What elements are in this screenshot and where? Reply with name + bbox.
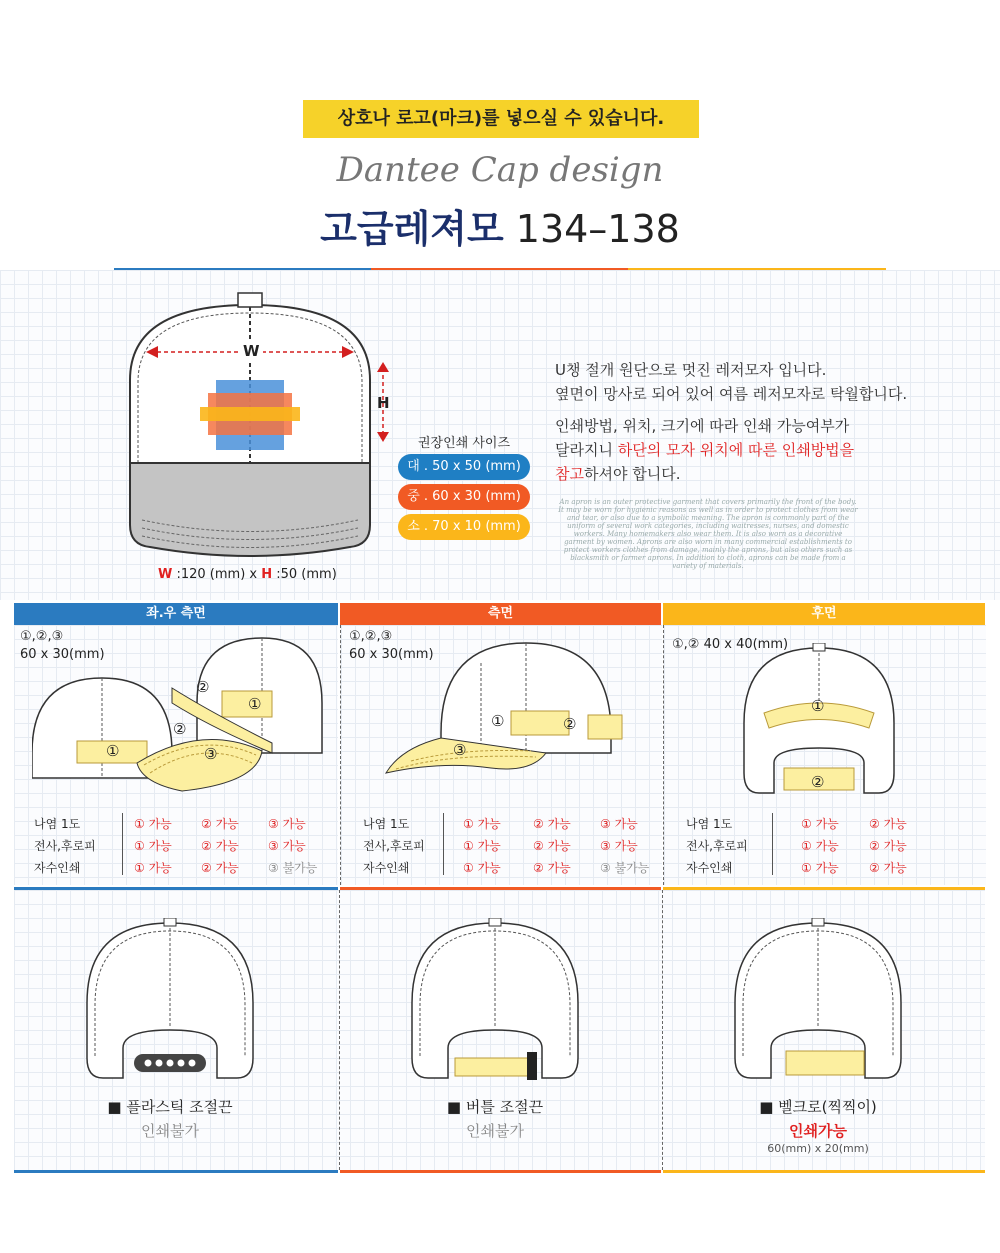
description-line: 인쇄방법, 위치, 크기에 따라 인쇄 가능여부가 — [555, 417, 850, 435]
cell: ① 가능 — [463, 817, 501, 831]
strap-note-plastic: 인쇄불가 — [141, 1122, 199, 1140]
mark-3: ③ — [204, 745, 218, 763]
cell: ③ 가능 — [600, 817, 638, 831]
strap-size-velcro: 60(mm) x 20(mm) — [767, 1142, 869, 1155]
mark-1: ① — [248, 695, 262, 713]
print-table — [34, 815, 334, 885]
panel-header-side: 측면 — [340, 603, 661, 625]
row-label: 나염 1도 — [363, 817, 410, 831]
cell: ① 가능 — [134, 861, 172, 875]
height-label: H — [377, 394, 390, 412]
cell: ③ 불가능 — [268, 861, 318, 875]
size-label: 60 x 30(mm) — [349, 647, 434, 662]
cell: ① 가능 — [801, 839, 839, 853]
cell: ② 가능 — [869, 861, 907, 875]
strap-section — [14, 890, 985, 1170]
cell: ① 가능 — [463, 861, 501, 875]
top-section — [0, 270, 1000, 600]
mark-2: ② — [173, 720, 187, 738]
size-pill-large: 대 . 50 x 50 (mm) — [398, 454, 530, 480]
panel-side — [340, 625, 662, 885]
cell: ② 가능 — [201, 817, 239, 831]
page-title — [0, 198, 1000, 253]
cell: ② 가능 — [533, 861, 571, 875]
mark-2: ② — [196, 678, 210, 696]
cell: ① 가능 — [801, 817, 839, 831]
mark-1: ① — [811, 697, 825, 715]
position-label: ①,② 40 x 40(mm) — [672, 637, 789, 652]
strap-note-velcro: 인쇄가능 — [789, 1122, 847, 1140]
cell: ② 가능 — [533, 839, 571, 853]
side-caps-illustration — [32, 633, 332, 798]
cell: ③ 가능 — [600, 839, 638, 853]
title-code: 134–138 — [515, 207, 680, 251]
size-pill-small: 소 . 70 x 10 (mm) — [398, 514, 530, 540]
row-label: 나염 1도 — [686, 817, 733, 831]
description-line: 참고하셔야 합니다. — [555, 465, 681, 483]
cell: ① 가능 — [134, 839, 172, 853]
strap-name-velcro: ■ 벨크로(찍찍이) — [759, 1098, 877, 1116]
row-label: 전사,후로피 — [363, 839, 425, 853]
mark-2: ② — [811, 773, 825, 791]
footer-bar-blue — [14, 1170, 338, 1173]
strap-name-buckle: ■ 버틀 조절끈 — [446, 1098, 544, 1116]
banner: 상호나 로고(마크)를 넣으실 수 있습니다. — [303, 100, 699, 138]
row-label: 전사,후로피 — [686, 839, 748, 853]
print-table — [363, 815, 663, 885]
cell: ① 가능 — [463, 839, 501, 853]
row-label: 전사,후로피 — [34, 839, 96, 853]
description — [555, 358, 975, 486]
dimension-caption: W :120 (mm) x H :50 (mm) — [158, 567, 337, 582]
mark-1: ① — [106, 742, 120, 760]
cell: ② 가능 — [869, 817, 907, 831]
front-cap-illustration — [120, 285, 380, 565]
cell: ① 가능 — [134, 817, 172, 831]
buckle-strap-cap-illustration — [407, 918, 583, 1088]
description-line: U챙 절개 원단으로 멋진 레저모자 입니다. — [555, 361, 827, 379]
mark-1: ① — [491, 712, 505, 730]
position-label: ①,②,③ — [20, 629, 64, 644]
panel-back — [663, 625, 986, 885]
description-line: 옆면이 망사로 되어 있어 여름 레저모자로 탁월합니다. — [555, 385, 908, 403]
cell: ② 가능 — [869, 839, 907, 853]
side-cap-illustration — [381, 633, 651, 783]
width-label: W — [240, 342, 263, 360]
cell: ③ 불가능 — [600, 861, 650, 875]
row-label: 자수인쇄 — [363, 861, 410, 875]
footer-bar-orange — [340, 1170, 661, 1173]
cell: ② 가능 — [201, 861, 239, 875]
mark-2: ② — [563, 715, 577, 733]
description-line: 달라지니 하단의 모자 위치에 따른 인쇄방법을 — [555, 441, 855, 459]
strap-note-buckle: 인쇄불가 — [466, 1122, 524, 1140]
mark-3: ③ — [453, 741, 467, 759]
panel-header-sides: 좌.우 측면 — [14, 603, 338, 625]
cell: ③ 가능 — [268, 817, 306, 831]
recommended-size-title: 권장인쇄 사이즈 — [417, 436, 511, 451]
row-label: 자수인쇄 — [686, 861, 733, 875]
cell: ① 가능 — [801, 861, 839, 875]
cell: ② 가능 — [533, 817, 571, 831]
footer-bar-yellow — [663, 1170, 985, 1173]
panel-header-back: 후면 — [663, 603, 985, 625]
title-name: 고급레져모 — [320, 207, 504, 251]
print-table — [686, 815, 986, 885]
script-title: Dantee Cap design — [336, 150, 664, 190]
size-label: 60 x 30(mm) — [20, 647, 105, 662]
row-label: 자수인쇄 — [34, 861, 81, 875]
strap-name-plastic: ■ 플라스틱 조절끈 — [107, 1098, 233, 1116]
panel-sides — [14, 625, 338, 885]
size-pill-medium: 중 . 60 x 30 (mm) — [398, 484, 530, 510]
plastic-strap-cap-illustration — [82, 918, 258, 1088]
cell: ② 가능 — [201, 839, 239, 853]
fine-print: An apron is an outer protective garment that covers primarily the front of the body. It may be worn for hygienic reasons as well as in order to protect clothes from wear and tear, or also due to a symbolic meaning. The apron is commonly part of the uniform of several work categories, including waitresses, nurses, and domestic workers. Many homemakers also wear them. It is also worn as a decorative garment by women. Aprons are also worn in many commercial establishments to protect workers clothes from damage, mainly the aprons, but also others such as blacksmith or farmer aprons. In addition to cloth, aprons can be made from a variety of materials. — [558, 498, 858, 570]
cell: ③ 가능 — [268, 839, 306, 853]
position-label: ①,②,③ — [349, 629, 393, 644]
row-label: 나염 1도 — [34, 817, 81, 831]
velcro-strap-cap-illustration — [730, 918, 906, 1088]
